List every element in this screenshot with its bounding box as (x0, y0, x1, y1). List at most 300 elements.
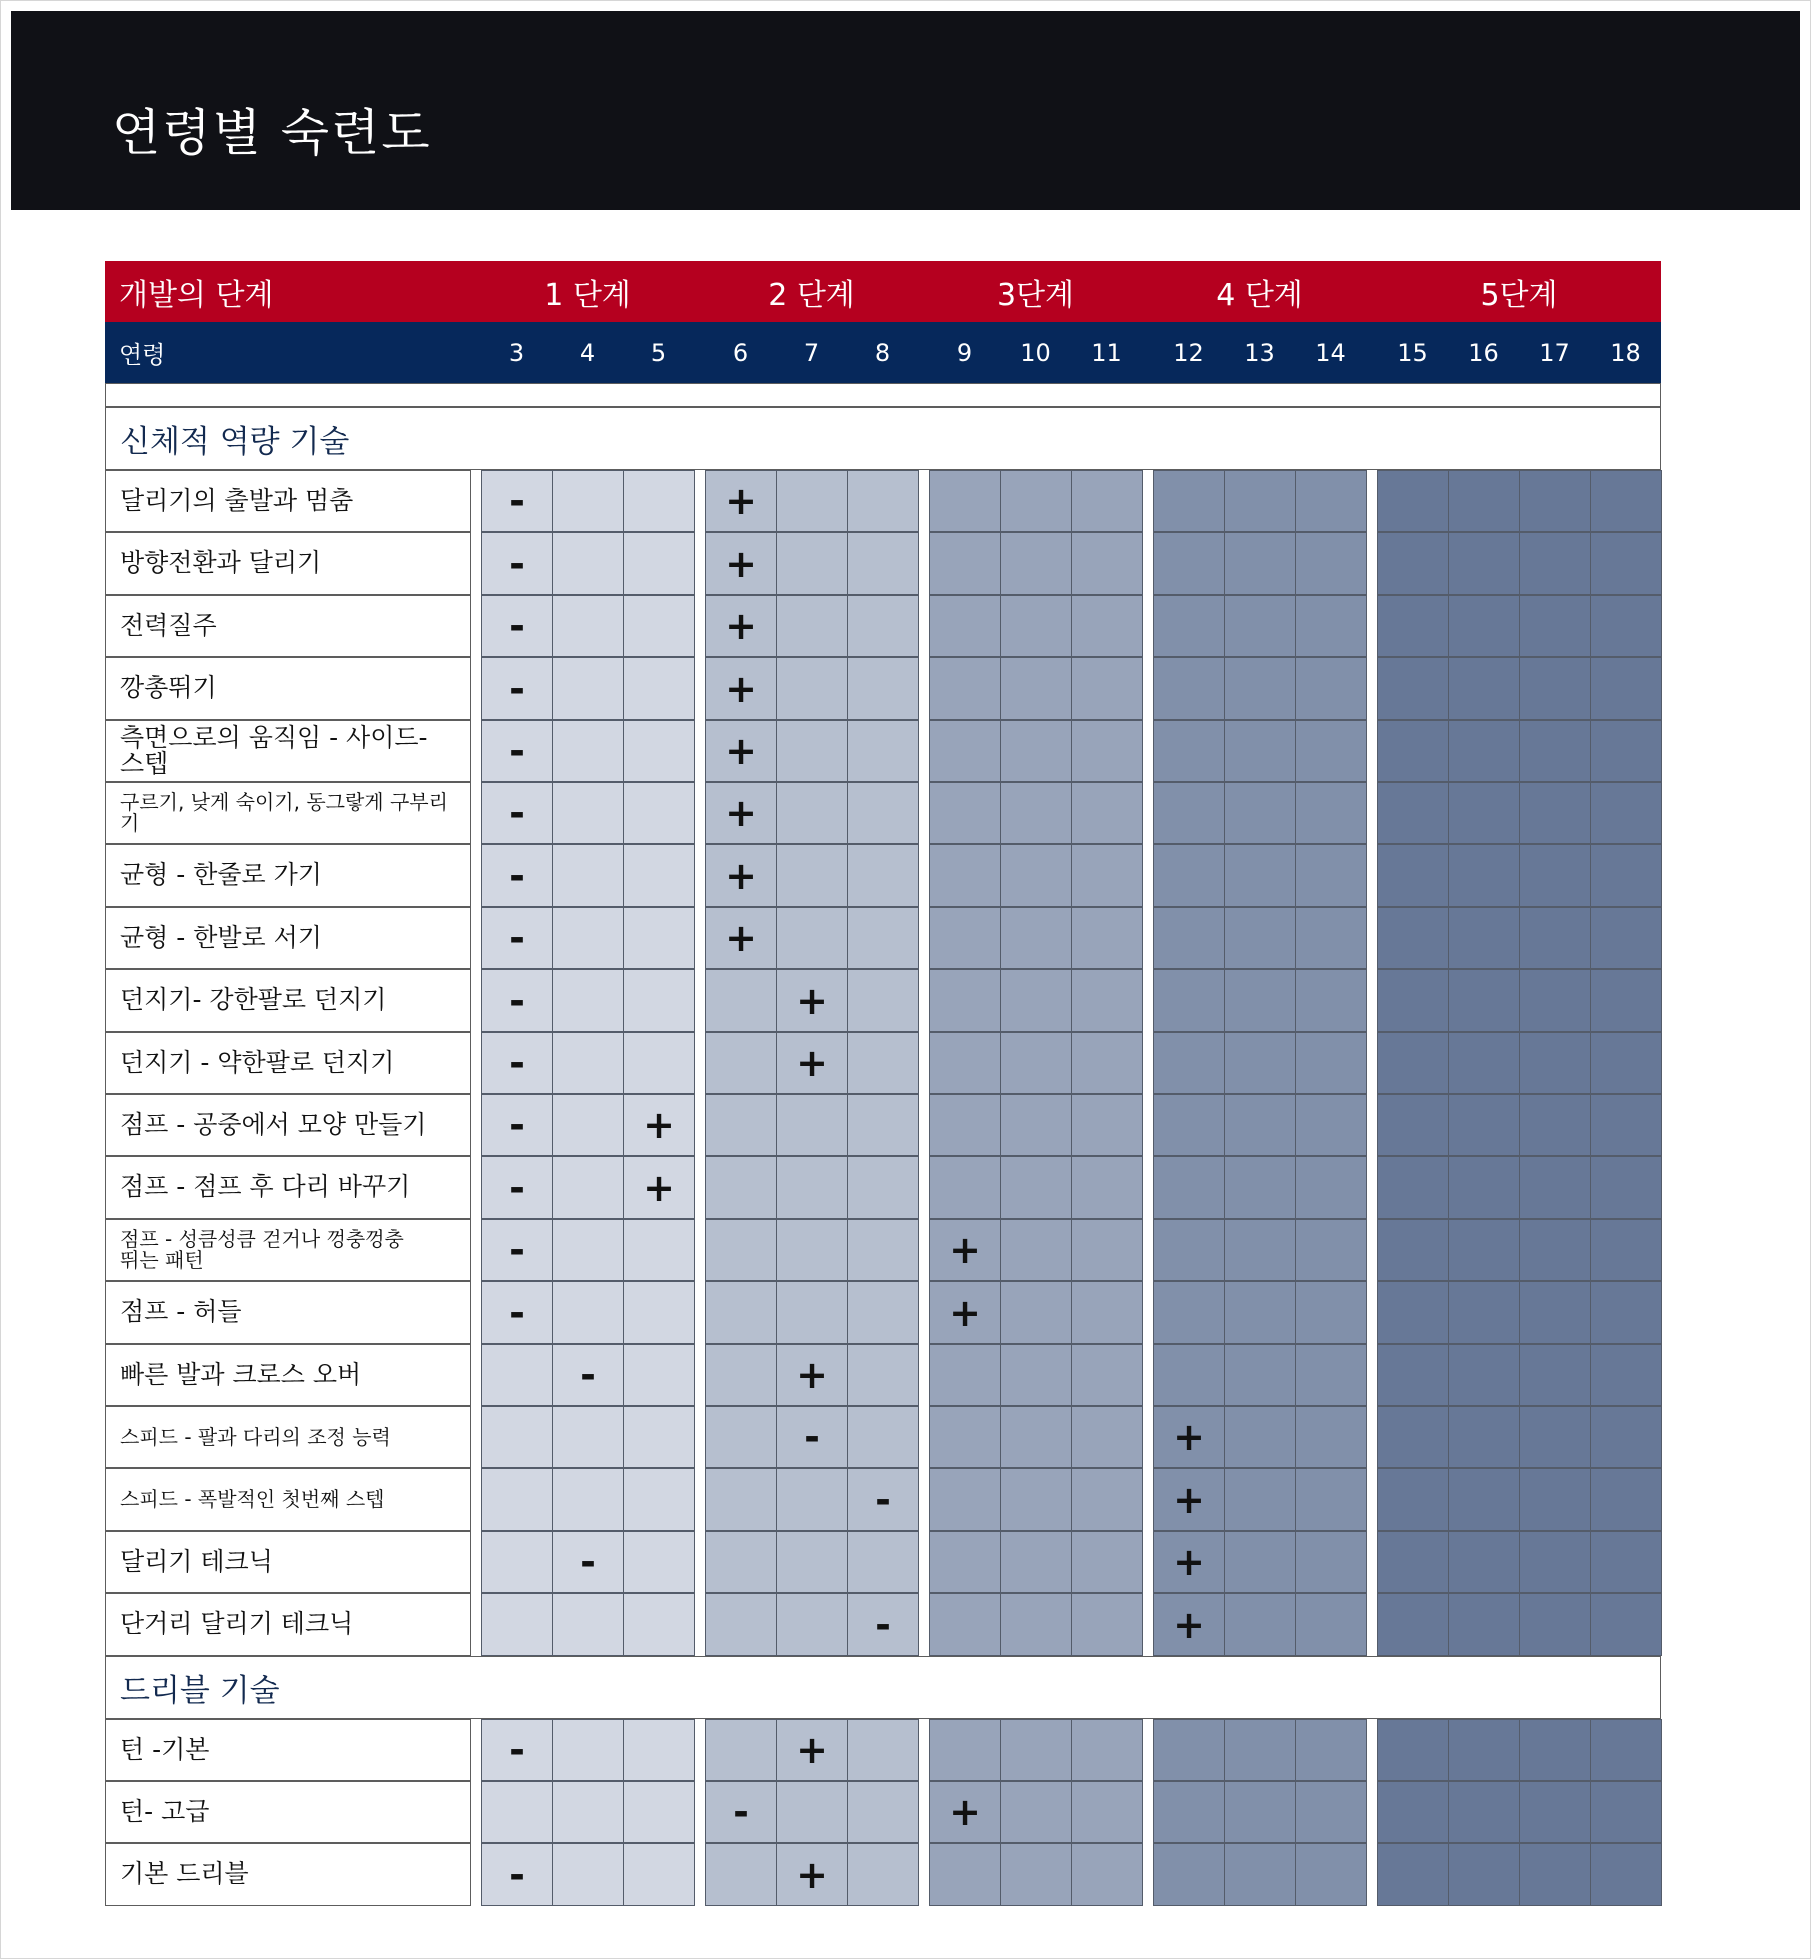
proficiency-cell (481, 1781, 553, 1843)
proficiency-cell (1153, 1281, 1225, 1344)
minus-mark: - (847, 1468, 919, 1531)
proficiency-cell (1224, 595, 1296, 657)
proficiency-cell (552, 1406, 624, 1468)
proficiency-cell (1295, 1781, 1367, 1843)
proficiency-cell (1295, 1219, 1367, 1281)
plus-mark: + (929, 1281, 1001, 1344)
proficiency-cell (1000, 1531, 1072, 1593)
proficiency-cell (705, 1344, 777, 1406)
skill-label: 턴- 고급 (105, 1781, 471, 1843)
plus-mark: + (705, 532, 777, 595)
proficiency-cell (1590, 1781, 1662, 1843)
proficiency-cell (1377, 844, 1449, 907)
proficiency-cell (847, 969, 919, 1032)
skill-label: 던지기- 강한팔로 던지기 (105, 969, 471, 1032)
proficiency-cell (1377, 1593, 1449, 1656)
minus-mark: - (481, 720, 553, 782)
proficiency-cell (929, 1156, 1001, 1219)
proficiency-cell (623, 1406, 695, 1468)
header-spacer-row (105, 383, 1661, 407)
skill-label: 기본 드리블 (105, 1843, 471, 1906)
proficiency-cell (1448, 1032, 1520, 1094)
proficiency-cell (776, 1094, 848, 1156)
proficiency-cell (623, 1281, 695, 1344)
proficiency-cell (552, 1219, 624, 1281)
proficiency-cell (1071, 1468, 1143, 1531)
proficiency-cell (1519, 1468, 1591, 1531)
proficiency-cell (623, 532, 695, 595)
stage-header-label: 개발의 단계 (105, 261, 470, 322)
proficiency-cell (847, 1032, 919, 1094)
plus-mark: + (1153, 1406, 1225, 1468)
age-header-cell: 17 (1519, 322, 1590, 383)
proficiency-cell (1590, 844, 1662, 907)
proficiency-cell (1071, 470, 1143, 532)
proficiency-cell (847, 1344, 919, 1406)
age-header-cell: 9 (929, 322, 1000, 383)
proficiency-cell (929, 1094, 1001, 1156)
proficiency-cell (1224, 1468, 1296, 1531)
age-header-cell: 16 (1448, 322, 1519, 383)
proficiency-cell (552, 470, 624, 532)
proficiency-cell (552, 1593, 624, 1656)
proficiency-cell (1000, 969, 1072, 1032)
proficiency-cell (1153, 532, 1225, 595)
proficiency-cell (1295, 1406, 1367, 1468)
minus-mark: - (481, 657, 553, 720)
proficiency-cell (1000, 782, 1072, 844)
proficiency-cell (552, 1156, 624, 1219)
proficiency-cell (1153, 969, 1225, 1032)
age-header-cell: 11 (1071, 322, 1142, 383)
proficiency-cell (1519, 969, 1591, 1032)
proficiency-cell (1377, 969, 1449, 1032)
skill-label: 깡총뛰기 (105, 657, 471, 720)
proficiency-cell (1295, 595, 1367, 657)
proficiency-cell (1295, 782, 1367, 844)
proficiency-cell (1000, 1719, 1072, 1781)
proficiency-cell (1071, 1156, 1143, 1219)
proficiency-cell (1519, 595, 1591, 657)
proficiency-cell (1377, 1531, 1449, 1593)
proficiency-cell (1519, 782, 1591, 844)
proficiency-cell (1224, 1032, 1296, 1094)
plus-mark: + (1153, 1468, 1225, 1531)
minus-mark: - (481, 1156, 553, 1219)
proficiency-cell (1000, 1468, 1072, 1531)
proficiency-cell (1448, 720, 1520, 782)
proficiency-cell (1519, 1094, 1591, 1156)
proficiency-cell (929, 1843, 1001, 1906)
proficiency-cell (1448, 1406, 1520, 1468)
proficiency-cell (847, 470, 919, 532)
proficiency-cell (1448, 1094, 1520, 1156)
proficiency-cell (776, 1468, 848, 1531)
proficiency-cell (623, 470, 695, 532)
age-header-label: 연령 (105, 322, 470, 383)
proficiency-cell (623, 1219, 695, 1281)
proficiency-cell (1448, 1843, 1520, 1906)
proficiency-cell (1295, 1719, 1367, 1781)
proficiency-cell (1071, 907, 1143, 969)
proficiency-cell (1224, 470, 1296, 532)
plus-mark: + (776, 1719, 848, 1781)
minus-mark: - (481, 782, 553, 844)
proficiency-cell (847, 1531, 919, 1593)
proficiency-cell (1071, 1593, 1143, 1656)
proficiency-cell (847, 595, 919, 657)
proficiency-cell (1071, 844, 1143, 907)
proficiency-cell (1590, 1219, 1662, 1281)
proficiency-cell (552, 907, 624, 969)
skill-label: 구르기, 낮게 숙이기, 동그랗게 구부리기 (105, 782, 471, 844)
proficiency-cell (929, 907, 1001, 969)
proficiency-cell (1377, 1344, 1449, 1406)
proficiency-cell (1590, 782, 1662, 844)
proficiency-cell (1590, 1531, 1662, 1593)
plus-mark: + (1153, 1531, 1225, 1593)
proficiency-cell (481, 1468, 553, 1531)
minus-mark: - (705, 1781, 777, 1843)
plus-mark: + (705, 782, 777, 844)
proficiency-cell (1295, 1344, 1367, 1406)
proficiency-cell (623, 1843, 695, 1906)
proficiency-cell (776, 1156, 848, 1219)
proficiency-cell (1448, 1344, 1520, 1406)
proficiency-cell (552, 1281, 624, 1344)
age-header-cell: 6 (705, 322, 776, 383)
age-header-cell: 18 (1590, 322, 1661, 383)
proficiency-cell (481, 1531, 553, 1593)
proficiency-cell (1519, 844, 1591, 907)
proficiency-cell (1000, 470, 1072, 532)
proficiency-cell (1224, 1531, 1296, 1593)
proficiency-cell (1590, 1032, 1662, 1094)
proficiency-cell (1224, 1156, 1296, 1219)
plus-mark: + (776, 1843, 848, 1906)
proficiency-cell (1590, 1281, 1662, 1344)
proficiency-cell (552, 595, 624, 657)
proficiency-cell (776, 532, 848, 595)
proficiency-cell (1224, 1344, 1296, 1406)
proficiency-cell (552, 1781, 624, 1843)
proficiency-cell (1295, 1468, 1367, 1531)
stage-header-cell: 2 단계 (705, 261, 918, 322)
proficiency-cell (1224, 720, 1296, 782)
proficiency-cell (847, 1219, 919, 1281)
proficiency-cell (776, 1781, 848, 1843)
proficiency-cell (1000, 1032, 1072, 1094)
proficiency-cell (1071, 1032, 1143, 1094)
proficiency-cell (1224, 1219, 1296, 1281)
skill-label: 전력질주 (105, 595, 471, 657)
proficiency-cell (1377, 657, 1449, 720)
proficiency-cell (1000, 1843, 1072, 1906)
proficiency-cell (847, 657, 919, 720)
age-header-cell: 7 (776, 322, 847, 383)
proficiency-cell (481, 1406, 553, 1468)
proficiency-cell (1590, 1468, 1662, 1531)
stage-header-cell: 1 단계 (481, 261, 694, 322)
skill-label: 달리기의 출발과 멈춤 (105, 470, 471, 532)
proficiency-cell (705, 1593, 777, 1656)
age-header-cell: 13 (1224, 322, 1295, 383)
plus-mark: + (705, 595, 777, 657)
proficiency-cell (1448, 470, 1520, 532)
proficiency-cell (847, 1406, 919, 1468)
proficiency-cell (1590, 1719, 1662, 1781)
skill-label: 점프 - 성큼성큼 걷거나 껑충껑충 뛰는 패턴 (105, 1219, 471, 1281)
proficiency-cell (776, 470, 848, 532)
proficiency-cell (1519, 1719, 1591, 1781)
proficiency-cell (1224, 782, 1296, 844)
proficiency-cell (847, 1781, 919, 1843)
proficiency-cell (1519, 1156, 1591, 1219)
proficiency-cell (1448, 844, 1520, 907)
minus-mark: - (776, 1406, 848, 1468)
plus-mark: + (705, 844, 777, 907)
plus-mark: + (776, 1344, 848, 1406)
proficiency-cell (1377, 595, 1449, 657)
age-header-cell: 4 (552, 322, 623, 383)
stage-header-cell: 4 단계 (1153, 261, 1366, 322)
skill-label: 빠른 발과 크로스 오버 (105, 1344, 471, 1406)
proficiency-cell (847, 782, 919, 844)
proficiency-cell (1071, 1843, 1143, 1906)
age-header-cell: 10 (1000, 322, 1071, 383)
skill-label: 균형 - 한발로 서기 (105, 907, 471, 969)
plus-mark: + (705, 470, 777, 532)
proficiency-cell (1377, 470, 1449, 532)
proficiency-cell (1071, 1344, 1143, 1406)
proficiency-cell (1377, 1094, 1449, 1156)
proficiency-cell (552, 782, 624, 844)
proficiency-cell (1071, 1781, 1143, 1843)
proficiency-cell (929, 844, 1001, 907)
section-title: 신체적 역량 기술 (105, 407, 1661, 470)
proficiency-cell (929, 470, 1001, 532)
proficiency-cell (1448, 1719, 1520, 1781)
proficiency-cell (1519, 1032, 1591, 1094)
proficiency-cell (1448, 1468, 1520, 1531)
proficiency-cell (1153, 1344, 1225, 1406)
proficiency-cell (847, 1719, 919, 1781)
minus-mark: - (481, 470, 553, 532)
minus-mark: - (552, 1531, 624, 1593)
proficiency-cell (1519, 1406, 1591, 1468)
proficiency-cell (1153, 470, 1225, 532)
proficiency-cell (1295, 1032, 1367, 1094)
skill-label: 측면으로의 움직임 - 사이드- 스텝 (105, 720, 471, 782)
proficiency-cell (847, 720, 919, 782)
proficiency-cell (1000, 1593, 1072, 1656)
skill-label: 스피드 - 폭발적인 첫번째 스텝 (105, 1468, 471, 1531)
proficiency-cell (705, 1468, 777, 1531)
proficiency-cell (1448, 1531, 1520, 1593)
proficiency-cell (623, 1468, 695, 1531)
proficiency-cell (1071, 532, 1143, 595)
proficiency-cell (776, 1219, 848, 1281)
minus-mark: - (847, 1593, 919, 1656)
skill-label: 턴 -기본 (105, 1719, 471, 1781)
plus-mark: + (705, 907, 777, 969)
proficiency-cell (1590, 907, 1662, 969)
proficiency-cell (1224, 1094, 1296, 1156)
age-header-cell: 5 (623, 322, 694, 383)
proficiency-cell (1000, 1344, 1072, 1406)
proficiency-cell (847, 844, 919, 907)
plus-mark: + (1153, 1593, 1225, 1656)
proficiency-cell (1224, 657, 1296, 720)
proficiency-cell (1153, 1094, 1225, 1156)
proficiency-cell (929, 1468, 1001, 1531)
skill-label: 방향전환과 달리기 (105, 532, 471, 595)
plus-mark: + (776, 1032, 848, 1094)
proficiency-cell (1000, 1281, 1072, 1344)
proficiency-cell (929, 1593, 1001, 1656)
proficiency-cell (552, 1719, 624, 1781)
proficiency-cell (1071, 720, 1143, 782)
proficiency-cell (705, 1719, 777, 1781)
proficiency-cell (1590, 532, 1662, 595)
proficiency-cell (847, 1156, 919, 1219)
proficiency-cell (1590, 595, 1662, 657)
proficiency-cell (1295, 1156, 1367, 1219)
proficiency-cell (623, 1344, 695, 1406)
proficiency-cell (552, 1032, 624, 1094)
proficiency-cell (1295, 907, 1367, 969)
skill-label: 달리기 테크닉 (105, 1531, 471, 1593)
proficiency-cell (623, 720, 695, 782)
proficiency-cell (776, 720, 848, 782)
minus-mark: - (481, 1032, 553, 1094)
proficiency-cell (1377, 1219, 1449, 1281)
plus-mark: + (623, 1094, 695, 1156)
proficiency-cell (552, 1843, 624, 1906)
plus-mark: + (705, 657, 777, 720)
proficiency-cell (1153, 1843, 1225, 1906)
age-header-cell: 14 (1295, 322, 1366, 383)
skill-label: 균형 - 한줄로 가기 (105, 844, 471, 907)
proficiency-cell (623, 595, 695, 657)
proficiency-cell (1000, 1219, 1072, 1281)
proficiency-cell (552, 532, 624, 595)
proficiency-cell (1295, 1531, 1367, 1593)
proficiency-cell (705, 1531, 777, 1593)
proficiency-cell (1590, 1843, 1662, 1906)
proficiency-cell (623, 969, 695, 1032)
proficiency-cell (1519, 470, 1591, 532)
proficiency-cell (929, 657, 1001, 720)
proficiency-cell (776, 1531, 848, 1593)
proficiency-cell (776, 657, 848, 720)
proficiency-cell (1519, 1344, 1591, 1406)
proficiency-cell (776, 1281, 848, 1344)
plus-mark: + (776, 969, 848, 1032)
proficiency-cell (1000, 1094, 1072, 1156)
proficiency-cell (1377, 1843, 1449, 1906)
proficiency-cell (623, 907, 695, 969)
proficiency-cell (1448, 782, 1520, 844)
minus-mark: - (481, 532, 553, 595)
proficiency-cell (1519, 1781, 1591, 1843)
proficiency-cell (1377, 1406, 1449, 1468)
proficiency-cell (929, 1032, 1001, 1094)
proficiency-cell (1377, 1781, 1449, 1843)
proficiency-cell (776, 1593, 848, 1656)
proficiency-cell (1295, 720, 1367, 782)
skill-label: 단거리 달리기 테크닉 (105, 1593, 471, 1656)
proficiency-cell (1295, 657, 1367, 720)
proficiency-cell (929, 1531, 1001, 1593)
proficiency-cell (552, 969, 624, 1032)
proficiency-cell (552, 657, 624, 720)
proficiency-cell (705, 1406, 777, 1468)
minus-mark: - (481, 1281, 553, 1344)
proficiency-cell (1071, 1719, 1143, 1781)
proficiency-cell (623, 1032, 695, 1094)
proficiency-cell (1377, 907, 1449, 969)
proficiency-cell (1590, 1156, 1662, 1219)
minus-mark: - (481, 907, 553, 969)
proficiency-cell (1377, 1468, 1449, 1531)
proficiency-cell (1295, 1281, 1367, 1344)
proficiency-cell (1153, 844, 1225, 907)
stage-header-cell: 5단계 (1377, 261, 1661, 322)
proficiency-cell (1590, 1406, 1662, 1468)
proficiency-cell (1000, 1156, 1072, 1219)
proficiency-cell (1153, 657, 1225, 720)
plus-mark: + (623, 1156, 695, 1219)
proficiency-cell (929, 720, 1001, 782)
proficiency-cell (1448, 1219, 1520, 1281)
proficiency-cell (776, 907, 848, 969)
proficiency-cell (623, 782, 695, 844)
minus-mark: - (481, 595, 553, 657)
proficiency-cell (1377, 782, 1449, 844)
proficiency-cell (1224, 1593, 1296, 1656)
proficiency-cell (1224, 1406, 1296, 1468)
proficiency-cell (847, 1281, 919, 1344)
proficiency-cell (1000, 1406, 1072, 1468)
proficiency-cell (1153, 1719, 1225, 1781)
proficiency-cell (623, 1593, 695, 1656)
proficiency-cell (1000, 595, 1072, 657)
proficiency-cell (1000, 657, 1072, 720)
minus-mark: - (481, 1219, 553, 1281)
proficiency-cell (1519, 1281, 1591, 1344)
proficiency-cell (1295, 1094, 1367, 1156)
proficiency-cell (1448, 1781, 1520, 1843)
proficiency-cell (1071, 1531, 1143, 1593)
proficiency-cell (847, 1843, 919, 1906)
proficiency-cell (1071, 1219, 1143, 1281)
proficiency-cell (623, 1531, 695, 1593)
proficiency-cell (1590, 1344, 1662, 1406)
proficiency-cell (1153, 595, 1225, 657)
proficiency-cell (705, 1156, 777, 1219)
proficiency-cell (1377, 720, 1449, 782)
proficiency-cell (1448, 907, 1520, 969)
proficiency-cell (1153, 720, 1225, 782)
proficiency-cell (929, 1344, 1001, 1406)
proficiency-cell (1071, 595, 1143, 657)
proficiency-cell (929, 1406, 1001, 1468)
proficiency-cell (1000, 907, 1072, 969)
proficiency-cell (847, 907, 919, 969)
proficiency-cell (1224, 1719, 1296, 1781)
proficiency-cell (623, 1719, 695, 1781)
